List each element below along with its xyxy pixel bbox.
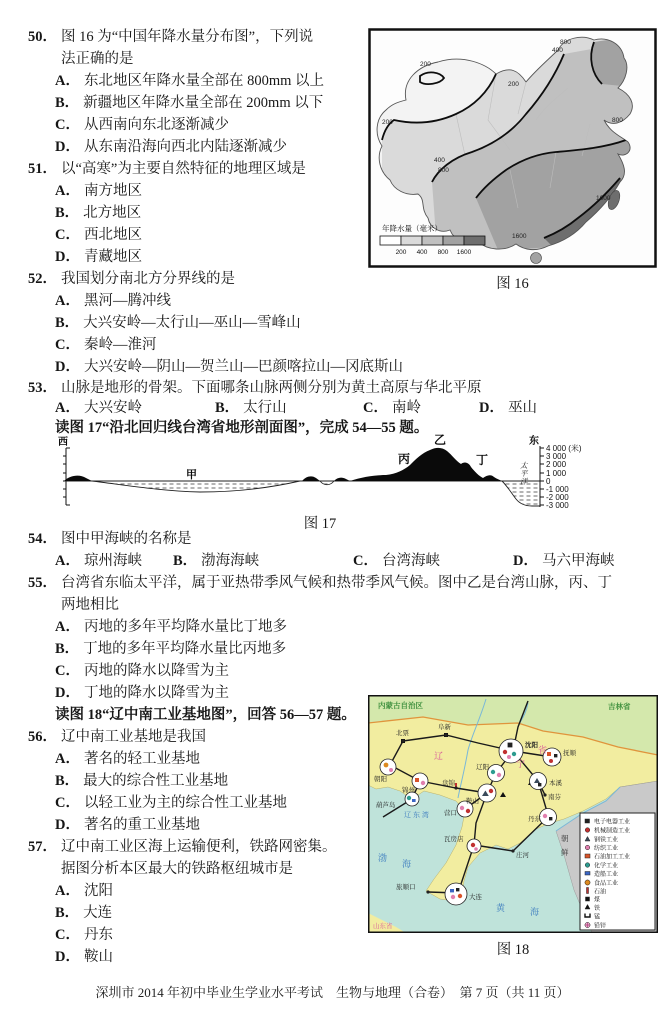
question-number: 51． bbox=[28, 161, 57, 177]
option-c: C． 南岭 bbox=[363, 400, 421, 416]
option-b: B． 最大的综合性工业基地 bbox=[55, 773, 229, 789]
water-label-hai2: 海 bbox=[530, 907, 540, 917]
stem-text: 山脉是地形的骨架。下面哪条山脉两侧分别为黄土高原与华北平原 bbox=[61, 380, 482, 396]
option-a: A． 东北地区年降水量全部在 800mm 以上 bbox=[55, 73, 325, 89]
city-label-wafangdian: 瓦房店 bbox=[444, 836, 464, 843]
hainan-island bbox=[531, 253, 542, 264]
industry-marker-huludao bbox=[405, 792, 419, 806]
question-56 bbox=[28, 726, 368, 836]
question-stem bbox=[28, 378, 653, 398]
stem-text-line2: 法正确的是 bbox=[61, 51, 134, 67]
iso-label-800-east: 800 bbox=[612, 117, 623, 124]
option-d: D． 鞍山 bbox=[55, 949, 113, 965]
label-yi-mountain: 乙 bbox=[434, 434, 447, 447]
option-d: D． 青藏地区 bbox=[55, 249, 142, 265]
option-d: D． 著名的重工业基地 bbox=[55, 817, 200, 833]
stem-text: 辽中南工业基地是我国 bbox=[61, 729, 206, 745]
question-number: 53． bbox=[28, 380, 57, 396]
city-label-dandong: 丹东 bbox=[528, 816, 541, 823]
industry-marker-chaoyang bbox=[380, 759, 396, 775]
question-stem bbox=[28, 726, 368, 748]
stem-text-line2: 据图分析本区最大的铁路枢纽城市是 bbox=[61, 861, 293, 877]
stem-text-line2: 两地相比 bbox=[61, 597, 119, 613]
legend-title: 年降水量（毫米） bbox=[382, 224, 442, 233]
svg-text:铅锌: 铅锌 bbox=[594, 923, 607, 930]
city-label-yingkou: 营口 bbox=[444, 810, 457, 817]
legend-icon-shipbuilding bbox=[585, 872, 590, 876]
city-label-beipiao: 北票 bbox=[396, 730, 409, 737]
option-b: B． 大连 bbox=[55, 905, 113, 921]
legend-icon-textile bbox=[585, 845, 590, 850]
question-50 bbox=[28, 26, 368, 158]
iso-label-200-west: 200 bbox=[382, 119, 393, 126]
figure18-caption: 图 18 bbox=[496, 942, 530, 958]
svg-text:化学工业: 化学工业 bbox=[594, 863, 619, 870]
legend-icon-chemical bbox=[585, 863, 590, 868]
axis-label-0: 0 bbox=[546, 477, 551, 486]
label-bing-west-slope: 丙 bbox=[398, 452, 411, 466]
stem-text: 辽中南工业区海上运输便利，铁路网密集。 bbox=[61, 839, 337, 855]
svg-text:造船工业: 造船工业 bbox=[594, 872, 619, 878]
svg-text:平: 平 bbox=[520, 469, 528, 478]
water-areas bbox=[92, 481, 540, 506]
option-d: D． 巫山 bbox=[479, 400, 537, 416]
option-b: B． 太行山 bbox=[215, 400, 287, 416]
svg-text:钢铁工业: 钢铁工业 bbox=[594, 837, 619, 844]
option-a: A． 著名的轻工业基地 bbox=[55, 751, 200, 767]
city-label-liaoyang: 辽阳 bbox=[476, 764, 489, 771]
option-a: A． 大兴安岭 bbox=[55, 400, 142, 416]
axis-label-2000: 2 000 bbox=[546, 460, 567, 469]
figure17-intro: 读图 17“沿北回归线台湾省地形剖面图”，完成 54—55 题。 bbox=[55, 420, 429, 436]
svg-text:800: 800 bbox=[437, 249, 449, 256]
option-d: D． 马六甲海峡 bbox=[513, 553, 615, 569]
svg-text:锰: 锰 bbox=[594, 914, 601, 921]
questions-56-57 bbox=[28, 704, 368, 968]
option-c: C． 从西南向东北逐渐减少 bbox=[55, 117, 229, 133]
option-c: C． 秦岭—淮河 bbox=[55, 337, 157, 353]
svg-text:铁: 铁 bbox=[594, 906, 601, 912]
legend-icon-coal bbox=[586, 897, 590, 901]
option-c: C． 以轻工业为主的综合性工业基地 bbox=[55, 795, 287, 811]
industry-marker-benxi bbox=[530, 773, 547, 790]
option-a: A． 琼州海峡 bbox=[55, 553, 142, 569]
svg-text:洋: 洋 bbox=[520, 477, 528, 486]
figure16-caption: 图 16 bbox=[496, 276, 529, 292]
industry-marker-wafangdian bbox=[467, 839, 481, 853]
region-label-sheng: 省 bbox=[538, 745, 548, 755]
stem-text: 图中甲海峡的名称是 bbox=[61, 531, 192, 547]
iso-label-1600-south: 1600 bbox=[512, 233, 527, 240]
question-number: 50． bbox=[28, 29, 57, 45]
axis-label-n2000: -2 000 bbox=[546, 493, 569, 502]
industry-marker-liaoyang bbox=[488, 765, 505, 782]
option-b: B． 新疆地区年降水量全部在 200mm 以下 bbox=[55, 95, 324, 111]
question-number: 54． bbox=[28, 531, 57, 547]
option-d: D． 从东南沿海向西北内陆逐渐减少 bbox=[55, 139, 287, 155]
figure18-intro: 读图 18“辽中南工业基地图”，回答 56—57 题。 bbox=[55, 707, 356, 723]
question-stem bbox=[28, 836, 368, 858]
option-b: B． 渤海海峡 bbox=[173, 553, 260, 569]
svg-text:煤: 煤 bbox=[594, 897, 601, 904]
legend-icon-oil bbox=[587, 888, 589, 894]
figure16-precipitation-map-svg bbox=[368, 28, 657, 268]
questions-54-55 bbox=[28, 528, 656, 704]
industry-marker-anshan bbox=[478, 784, 496, 802]
question-57 bbox=[28, 836, 368, 968]
question-stem bbox=[28, 158, 368, 180]
city-label-fuxin: 阜新 bbox=[438, 724, 451, 731]
iso-label-200-nw: 200 bbox=[420, 61, 431, 68]
city-label-benxi: 本溪 bbox=[549, 780, 562, 787]
city-label-fushun: 抚顺 bbox=[563, 750, 576, 757]
industry-marker-dandong bbox=[540, 809, 557, 826]
axis-label-n1000: -1 000 bbox=[546, 485, 569, 494]
figure17-cross-section-svg bbox=[50, 434, 625, 514]
question-stem bbox=[28, 572, 656, 594]
svg-text:食品工业: 食品工业 bbox=[594, 881, 619, 887]
label-west: 西 bbox=[58, 437, 68, 448]
option-b: B． 丁地的多年平均降水量比丙地多 bbox=[55, 641, 287, 657]
svg-text:纺织工业: 纺织工业 bbox=[594, 846, 619, 852]
stem-text: 台湾省东临太平洋，属于亚热带季风气候和热带季风气候。图中乙是台湾山脉，丙、丁 bbox=[61, 575, 612, 591]
iso-label-400-sw: 400 bbox=[434, 157, 445, 164]
iso-label-400-ne: 400 bbox=[552, 47, 563, 54]
svg-text:机械制造工业: 机械制造工业 bbox=[594, 828, 631, 835]
region-label-shandong: 山东省 bbox=[373, 923, 393, 930]
region-label-neimenggu: 内蒙古自治区 bbox=[378, 701, 423, 710]
figure17-caption: 图 17 bbox=[303, 516, 337, 532]
question-stem bbox=[28, 528, 656, 550]
option-d: D． 丁地的降水以降雪为主 bbox=[55, 685, 229, 701]
option-a: A． 南方地区 bbox=[55, 183, 142, 199]
label-ding-east-slope: 丁 bbox=[476, 453, 489, 467]
question-number: 57． bbox=[28, 839, 57, 855]
city-label-lvshunkou: 旅顺口 bbox=[396, 884, 416, 891]
water-label-bo: 渤 bbox=[378, 853, 388, 863]
water-label-liaodongwan: 辽 东 湾 bbox=[404, 812, 429, 819]
region-label-ning: 宁 bbox=[516, 759, 526, 769]
legend-icon-petroleum-processing bbox=[585, 854, 590, 858]
stem-text: 以“高寒”为主要自然特征的地理区域是 bbox=[61, 161, 306, 177]
iso-label-1600-se: 1600 bbox=[596, 195, 611, 202]
question-number: 55． bbox=[28, 575, 57, 591]
svg-text:400: 400 bbox=[416, 249, 428, 256]
city-label-nanfen: 南芬 bbox=[548, 794, 561, 801]
legend-icon-food bbox=[585, 880, 590, 885]
stem-text: 我国划分南北方分界线的是 bbox=[61, 271, 235, 287]
question-53 bbox=[28, 378, 653, 438]
elevation-axis-labels bbox=[546, 443, 582, 510]
left-axis bbox=[63, 448, 70, 505]
option-c: C． 台湾海峡 bbox=[353, 553, 440, 569]
options-inline bbox=[28, 398, 653, 418]
svg-text:太: 太 bbox=[520, 461, 528, 470]
option-c: C． 丙地的降水以降雪为主 bbox=[55, 663, 229, 679]
city-label-jinzhou: 锦州 bbox=[402, 787, 415, 794]
figure18-legend bbox=[580, 813, 655, 930]
city-label-dalian: 大连 bbox=[469, 894, 482, 901]
axis-label-4000: 4 000 (米) bbox=[546, 444, 582, 453]
iso-label-200-mid: 200 bbox=[508, 81, 519, 88]
legend-icon-electronics bbox=[585, 819, 590, 823]
legend-icon-machinery bbox=[585, 828, 590, 833]
option-b: B． 北方地区 bbox=[55, 205, 142, 221]
figure18-industrial-map-svg bbox=[368, 695, 658, 933]
axis-label-1000: 1 000 bbox=[546, 469, 567, 478]
option-d: D． 大兴安岭—阴山—贺兰山—巴颜喀拉山—冈底斯山 bbox=[55, 359, 403, 375]
water-label-huang: 黄 bbox=[496, 903, 506, 913]
question-55 bbox=[28, 572, 656, 704]
city-label-huludao: 葫芦岛 bbox=[376, 802, 396, 809]
page-footer: 深圳市 2014 年初中毕业生学业水平考试 生物与地理（合卷） 第 7 页（共 11 页） bbox=[95, 985, 570, 1000]
elevation-axis bbox=[540, 446, 544, 507]
options-inline bbox=[28, 550, 656, 572]
questions-50-51 bbox=[28, 26, 368, 268]
axis-label-3000: 3 000 bbox=[546, 452, 567, 461]
region-label-liao: 辽 bbox=[434, 751, 444, 761]
option-c: C． 丹东 bbox=[55, 927, 113, 943]
iso-label-800-ne: 800 bbox=[560, 39, 571, 46]
city-label-zhuanghe: 庄河 bbox=[516, 852, 529, 859]
option-a: A． 丙地的多年平均降水量比丁地多 bbox=[55, 619, 287, 635]
label-jia-strait: 甲 bbox=[186, 469, 197, 481]
question-number: 52． bbox=[28, 271, 57, 287]
iso-label-800-sw: 800 bbox=[438, 167, 449, 174]
svg-text:200: 200 bbox=[395, 249, 407, 256]
city-label-chaoyang: 朝阳 bbox=[374, 776, 387, 783]
svg-text:石油: 石油 bbox=[594, 889, 607, 896]
city-label-anshan: 鞍山 bbox=[466, 798, 479, 805]
region-label-chao: 朝 bbox=[561, 834, 569, 843]
question-51 bbox=[28, 158, 368, 268]
legend-icon-lead-zinc bbox=[585, 922, 590, 927]
stem-text: 图 16 为“中国年降水量分布图”，下列说 bbox=[61, 29, 314, 45]
region-label-xian: 鲜 bbox=[561, 848, 569, 857]
city-label-shenyang: 沈阳 bbox=[525, 742, 538, 749]
terrain-silhouette bbox=[64, 448, 502, 481]
svg-text:1600: 1600 bbox=[456, 249, 472, 256]
option-a: A． 沈阳 bbox=[55, 883, 113, 899]
svg-text:石油加工工业: 石油加工工业 bbox=[594, 854, 631, 861]
svg-text:电子电器工业: 电子电器工业 bbox=[594, 819, 631, 826]
question-54 bbox=[28, 528, 656, 572]
question-number: 56． bbox=[28, 729, 57, 745]
water-label-hai: 海 bbox=[402, 859, 412, 869]
option-a: A． 黑河—腾冲线 bbox=[55, 293, 171, 309]
question-stem bbox=[28, 26, 368, 48]
region-label-jilin: 吉林省 bbox=[608, 702, 631, 711]
city-label-panjin: 盘锦 bbox=[442, 780, 455, 787]
industry-marker-dalian bbox=[445, 883, 467, 905]
option-b: B． 大兴安岭—太行山—巫山—雪峰山 bbox=[55, 315, 301, 331]
axis-label-n3000: -3 000 bbox=[546, 501, 569, 510]
label-east: 东 bbox=[529, 436, 539, 447]
option-c: C． 西北地区 bbox=[55, 227, 142, 243]
